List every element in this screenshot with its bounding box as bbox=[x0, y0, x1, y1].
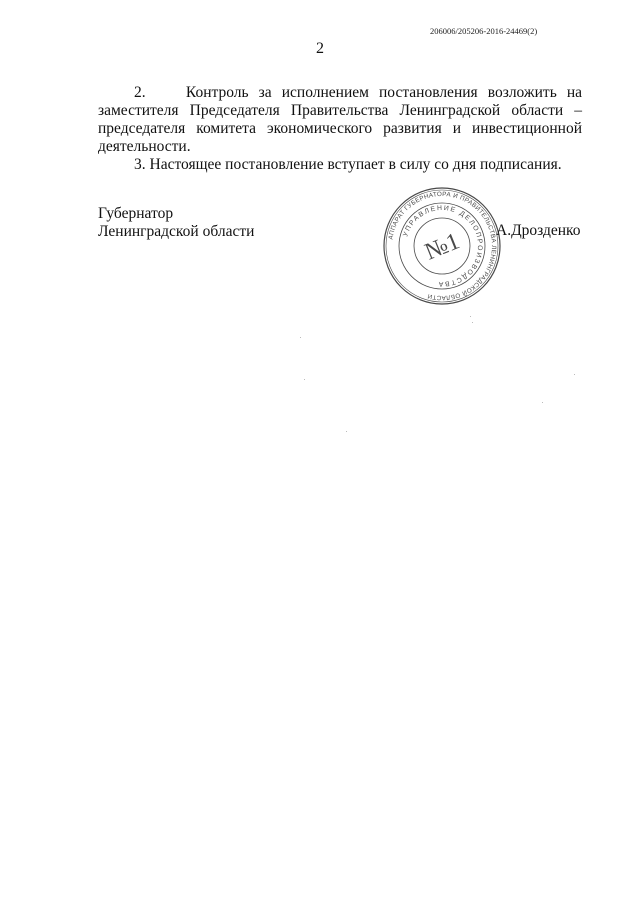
office-stamp bbox=[382, 186, 502, 306]
signatory-title-line1: Губернатор bbox=[98, 205, 174, 222]
stamp-outer-text: АППАРАТ ГУБЕРНАТОРА И ПРАВИТЕЛЬСТВА ЛЕНИНГРАДСКОЙ ОБЛАСТИ bbox=[387, 190, 498, 302]
signatory-name: А.Дрозденко bbox=[496, 222, 581, 239]
body-text bbox=[98, 84, 582, 174]
stamp-center-text: №1 bbox=[421, 228, 464, 266]
scan-speck bbox=[346, 431, 347, 432]
signatory-title bbox=[98, 205, 254, 241]
scan-speck bbox=[542, 402, 543, 403]
scan-speck bbox=[574, 374, 575, 375]
stamp-seal-icon bbox=[382, 186, 502, 306]
paragraph-3: 3. Настоящее постановление вступает в силу со дня подписания. bbox=[134, 156, 562, 173]
paragraph-2-text: Контроль за исполнением постановления возложить на заместителя Председателя Правительства Ленинградской области – председателя комитета экономического развития и инвестиционной деятельности. bbox=[98, 84, 583, 155]
stamp-inner-text: УПРАВЛЕНИЕ ДЕЛОПРОИЗВОДСТВА bbox=[402, 204, 484, 288]
paragraph-2 bbox=[98, 84, 582, 156]
document-id: 206006/205206-2016-24469(2) bbox=[430, 26, 538, 36]
page-number: 2 bbox=[316, 40, 324, 57]
paragraph-2-number: 2. bbox=[134, 84, 146, 101]
scan-speck bbox=[472, 322, 473, 323]
scan-speck bbox=[300, 337, 301, 338]
scan-speck bbox=[304, 379, 305, 380]
scan-speck bbox=[470, 316, 471, 317]
signatory-title-line2: Ленинградской области bbox=[98, 223, 255, 240]
